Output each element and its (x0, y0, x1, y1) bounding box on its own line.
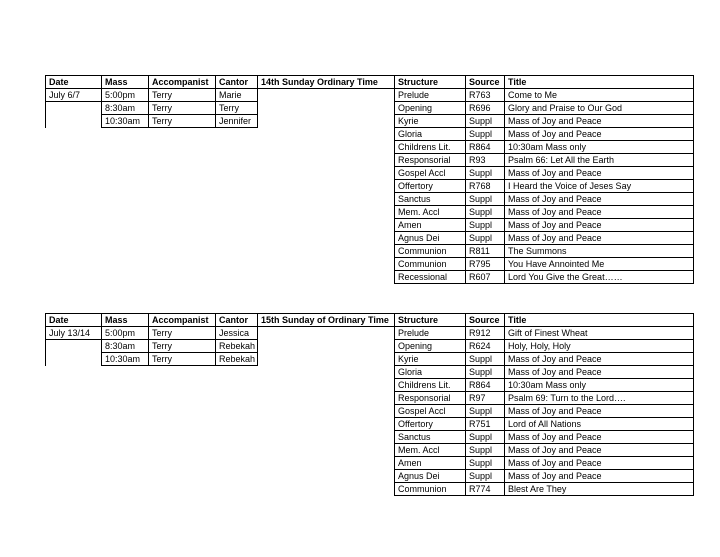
empty-cell (258, 258, 395, 271)
table-row (46, 89, 694, 102)
empty-cell (46, 102, 102, 115)
title-cell: Mass of Joy and Peace (505, 405, 694, 418)
source-cell: Suppl (466, 353, 505, 366)
empty-cell (102, 271, 149, 284)
source-cell: Suppl (466, 167, 505, 180)
title-cell: Mass of Joy and Peace (505, 206, 694, 219)
mass-time-cell: 8:30am (102, 340, 149, 353)
empty-cell (216, 366, 258, 379)
empty-cell (102, 444, 149, 457)
empty-cell (216, 245, 258, 258)
empty-cell (102, 418, 149, 431)
structure-cell: Mem. Accl (395, 444, 466, 457)
empty-cell (46, 167, 102, 180)
source-cell: Suppl (466, 444, 505, 457)
empty-cell (149, 431, 216, 444)
empty-cell (102, 219, 149, 232)
cantor-cell: Jessica (216, 327, 258, 340)
accompanist-cell: Terry (149, 115, 216, 128)
header-cantor: Cantor (216, 76, 258, 89)
source-cell: Suppl (466, 405, 505, 418)
empty-cell (258, 379, 395, 392)
empty-cell (149, 418, 216, 431)
structure-cell: Communion (395, 483, 466, 496)
title-cell: Lord of All Nations (505, 418, 694, 431)
table-row (46, 353, 694, 366)
empty-cell (149, 206, 216, 219)
cantor-cell: Terry (216, 102, 258, 115)
empty-cell (102, 167, 149, 180)
source-cell: R607 (466, 271, 505, 284)
empty-cell (46, 271, 102, 284)
empty-cell (46, 258, 102, 271)
empty-cell (149, 271, 216, 284)
empty-cell (46, 340, 102, 353)
title-cell: Mass of Joy and Peace (505, 470, 694, 483)
mass-time-cell: 10:30am (102, 115, 149, 128)
empty-cell (102, 128, 149, 141)
mass-time-cell: 5:00pm (102, 89, 149, 102)
empty-cell (102, 457, 149, 470)
empty-cell (216, 405, 258, 418)
title-cell: Mass of Joy and Peace (505, 366, 694, 379)
empty-cell (46, 141, 102, 154)
empty-cell (46, 418, 102, 431)
empty-cell (258, 392, 395, 405)
title-cell: Mass of Joy and Peace (505, 128, 694, 141)
structure-cell: Childrens Lit. (395, 141, 466, 154)
empty-cell (102, 141, 149, 154)
empty-cell (102, 431, 149, 444)
schedule-table-2 (45, 313, 694, 496)
table-row (46, 483, 694, 496)
title-cell: Blest Are They (505, 483, 694, 496)
source-cell: R751 (466, 418, 505, 431)
empty-cell (102, 193, 149, 206)
header-accompanist: Accompanist (149, 314, 216, 327)
header-structure: Structure (395, 314, 466, 327)
empty-cell (216, 167, 258, 180)
empty-cell (258, 457, 395, 470)
empty-cell (216, 206, 258, 219)
table-row (46, 167, 694, 180)
empty-cell (216, 141, 258, 154)
accompanist-cell: Terry (149, 327, 216, 340)
header-mass: Mass (102, 314, 149, 327)
table-row (46, 379, 694, 392)
empty-cell (149, 470, 216, 483)
title-cell: Mass of Joy and Peace (505, 219, 694, 232)
table-row (46, 219, 694, 232)
table-row (46, 128, 694, 141)
cantor-cell: Jennifer (216, 115, 258, 128)
table-row (46, 141, 694, 154)
empty-cell (102, 483, 149, 496)
empty-cell (149, 258, 216, 271)
table-row (46, 392, 694, 405)
empty-cell (258, 418, 395, 431)
empty-cell (46, 219, 102, 232)
structure-cell: Kyrie (395, 353, 466, 366)
empty-cell (149, 180, 216, 193)
source-cell: R811 (466, 245, 505, 258)
empty-cell (46, 180, 102, 193)
header-structure: Structure (395, 76, 466, 89)
table-row (46, 245, 694, 258)
source-cell: Suppl (466, 115, 505, 128)
title-cell: Holy, Holy, Holy (505, 340, 694, 353)
source-cell: R768 (466, 180, 505, 193)
empty-cell (149, 379, 216, 392)
header-title: Title (505, 76, 694, 89)
empty-cell (46, 206, 102, 219)
table-row (46, 180, 694, 193)
source-cell: Suppl (466, 193, 505, 206)
empty-cell (216, 271, 258, 284)
structure-cell: Kyrie (395, 115, 466, 128)
header-source: Source (466, 314, 505, 327)
title-cell: Mass of Joy and Peace (505, 353, 694, 366)
empty-cell (258, 219, 395, 232)
empty-cell (102, 258, 149, 271)
structure-cell: Amen (395, 219, 466, 232)
empty-cell (149, 457, 216, 470)
empty-cell (46, 470, 102, 483)
mass-time-cell: 5:00pm (102, 327, 149, 340)
empty-cell (149, 193, 216, 206)
empty-cell (46, 353, 102, 366)
empty-cell (46, 193, 102, 206)
empty-cell (149, 245, 216, 258)
empty-cell (216, 219, 258, 232)
empty-cell (258, 353, 395, 366)
date-cell: July 6/7 (46, 89, 102, 102)
title-cell: Mass of Joy and Peace (505, 457, 694, 470)
empty-cell (46, 431, 102, 444)
header-source: Source (466, 76, 505, 89)
empty-cell (102, 392, 149, 405)
empty-cell (258, 245, 395, 258)
empty-cell (149, 128, 216, 141)
source-cell: Suppl (466, 206, 505, 219)
table-row (46, 258, 694, 271)
empty-cell (258, 154, 395, 167)
structure-cell: Offertory (395, 180, 466, 193)
header-occasion: 14th Sunday Ordinary Time (258, 76, 395, 89)
empty-cell (149, 366, 216, 379)
title-cell: I Heard the Voice of Jeses Say (505, 180, 694, 193)
structure-cell: Offertory (395, 418, 466, 431)
header-row (46, 314, 694, 327)
empty-cell (258, 128, 395, 141)
title-cell: Psalm 69: Turn to the Lord…. (505, 392, 694, 405)
empty-cell (102, 154, 149, 167)
source-cell: R774 (466, 483, 505, 496)
empty-cell (258, 366, 395, 379)
title-cell: Glory and Praise to Our God (505, 102, 694, 115)
source-cell: R97 (466, 392, 505, 405)
empty-cell (102, 470, 149, 483)
source-cell: Suppl (466, 128, 505, 141)
date-cell: July 13/14 (46, 327, 102, 340)
title-cell: 10:30am Mass only (505, 141, 694, 154)
header-mass: Mass (102, 76, 149, 89)
header-cantor: Cantor (216, 314, 258, 327)
empty-cell (46, 483, 102, 496)
structure-cell: Communion (395, 245, 466, 258)
structure-cell: Opening (395, 340, 466, 353)
source-cell: R864 (466, 141, 505, 154)
source-cell: R696 (466, 102, 505, 115)
empty-cell (216, 193, 258, 206)
structure-cell: Sanctus (395, 193, 466, 206)
empty-cell (216, 154, 258, 167)
table-row (46, 444, 694, 457)
table-row (46, 232, 694, 245)
table-row (46, 431, 694, 444)
empty-cell (216, 431, 258, 444)
source-cell: Suppl (466, 470, 505, 483)
title-cell: Lord You Give the Great…… (505, 271, 694, 284)
empty-cell (46, 245, 102, 258)
empty-cell (258, 340, 395, 353)
accompanist-cell: Terry (149, 340, 216, 353)
empty-cell (216, 128, 258, 141)
source-cell: Suppl (466, 219, 505, 232)
empty-cell (46, 444, 102, 457)
structure-cell: Mem. Accl (395, 206, 466, 219)
empty-cell (258, 141, 395, 154)
title-cell: Mass of Joy and Peace (505, 232, 694, 245)
source-cell: Suppl (466, 366, 505, 379)
empty-cell (102, 405, 149, 418)
cantor-cell: Marie (216, 89, 258, 102)
table-row (46, 366, 694, 379)
mass-time-cell: 10:30am (102, 353, 149, 366)
empty-cell (46, 379, 102, 392)
empty-cell (258, 193, 395, 206)
cantor-cell: Rebekah (216, 340, 258, 353)
source-cell: R763 (466, 89, 505, 102)
accompanist-cell: Terry (149, 353, 216, 366)
empty-cell (216, 457, 258, 470)
structure-cell: Prelude (395, 89, 466, 102)
empty-cell (216, 232, 258, 245)
table-row (46, 115, 694, 128)
empty-cell (102, 206, 149, 219)
empty-cell (46, 128, 102, 141)
structure-cell: Gospel Accl (395, 167, 466, 180)
empty-cell (258, 180, 395, 193)
table-row (46, 327, 694, 340)
empty-cell (258, 102, 395, 115)
header-occasion: 15th Sunday of Ordinary Time (258, 314, 395, 327)
structure-cell: Responsorial (395, 392, 466, 405)
empty-cell (258, 483, 395, 496)
empty-cell (102, 245, 149, 258)
empty-cell (258, 167, 395, 180)
empty-cell (149, 167, 216, 180)
table-row (46, 470, 694, 483)
empty-cell (258, 431, 395, 444)
title-cell: Mass of Joy and Peace (505, 115, 694, 128)
empty-cell (46, 392, 102, 405)
source-cell: Suppl (466, 457, 505, 470)
empty-cell (216, 392, 258, 405)
source-cell: R795 (466, 258, 505, 271)
table-row (46, 102, 694, 115)
empty-cell (46, 405, 102, 418)
empty-cell (102, 180, 149, 193)
empty-cell (258, 206, 395, 219)
header-row (46, 76, 694, 89)
structure-cell: Gospel Accl (395, 405, 466, 418)
empty-cell (258, 271, 395, 284)
empty-cell (149, 232, 216, 245)
table-row (46, 271, 694, 284)
source-cell: R93 (466, 154, 505, 167)
source-cell: R912 (466, 327, 505, 340)
table-row (46, 457, 694, 470)
structure-cell: Agnus Dei (395, 470, 466, 483)
empty-cell (46, 154, 102, 167)
source-cell: R864 (466, 379, 505, 392)
structure-cell: Childrens Lit. (395, 379, 466, 392)
empty-cell (46, 366, 102, 379)
mass-time-cell: 8:30am (102, 102, 149, 115)
structure-cell: Gloria (395, 366, 466, 379)
empty-cell (102, 366, 149, 379)
empty-cell (102, 232, 149, 245)
empty-cell (258, 327, 395, 340)
table-row (46, 206, 694, 219)
empty-cell (149, 405, 216, 418)
empty-cell (216, 379, 258, 392)
structure-cell: Amen (395, 457, 466, 470)
source-cell: Suppl (466, 431, 505, 444)
structure-cell: Sanctus (395, 431, 466, 444)
header-title: Title (505, 314, 694, 327)
structure-cell: Communion (395, 258, 466, 271)
title-cell: Mass of Joy and Peace (505, 444, 694, 457)
table-row (46, 193, 694, 206)
empty-cell (258, 470, 395, 483)
empty-cell (149, 483, 216, 496)
header-date: Date (46, 76, 102, 89)
empty-cell (216, 180, 258, 193)
table-row (46, 154, 694, 167)
empty-cell (216, 444, 258, 457)
empty-cell (46, 232, 102, 245)
title-cell: Mass of Joy and Peace (505, 167, 694, 180)
empty-cell (258, 444, 395, 457)
empty-cell (216, 418, 258, 431)
empty-cell (149, 154, 216, 167)
empty-cell (258, 405, 395, 418)
title-cell: 10:30am Mass only (505, 379, 694, 392)
empty-cell (149, 219, 216, 232)
empty-cell (216, 470, 258, 483)
empty-cell (258, 232, 395, 245)
table-row (46, 340, 694, 353)
structure-cell: Responsorial (395, 154, 466, 167)
structure-cell: Gloria (395, 128, 466, 141)
source-cell: R624 (466, 340, 505, 353)
header-date: Date (46, 314, 102, 327)
cantor-cell: Rebekah (216, 353, 258, 366)
empty-cell (149, 141, 216, 154)
empty-cell (102, 379, 149, 392)
structure-cell: Recessional (395, 271, 466, 284)
source-cell: Suppl (466, 232, 505, 245)
structure-cell: Opening (395, 102, 466, 115)
accompanist-cell: Terry (149, 89, 216, 102)
empty-cell (149, 444, 216, 457)
title-cell: Mass of Joy and Peace (505, 431, 694, 444)
title-cell: Psalm 66: Let All the Earth (505, 154, 694, 167)
table-row (46, 405, 694, 418)
table-row (46, 418, 694, 431)
empty-cell (258, 89, 395, 102)
schedule-table-1 (45, 75, 694, 284)
title-cell: Come to Me (505, 89, 694, 102)
empty-cell (216, 483, 258, 496)
header-accompanist: Accompanist (149, 76, 216, 89)
accompanist-cell: Terry (149, 102, 216, 115)
structure-cell: Agnus Dei (395, 232, 466, 245)
title-cell: Mass of Joy and Peace (505, 193, 694, 206)
title-cell: You Have Annointed Me (505, 258, 694, 271)
empty-cell (46, 457, 102, 470)
empty-cell (149, 392, 216, 405)
empty-cell (46, 115, 102, 128)
empty-cell (216, 258, 258, 271)
empty-cell (258, 115, 395, 128)
title-cell: Gift of Finest Wheat (505, 327, 694, 340)
title-cell: The Summons (505, 245, 694, 258)
structure-cell: Prelude (395, 327, 466, 340)
